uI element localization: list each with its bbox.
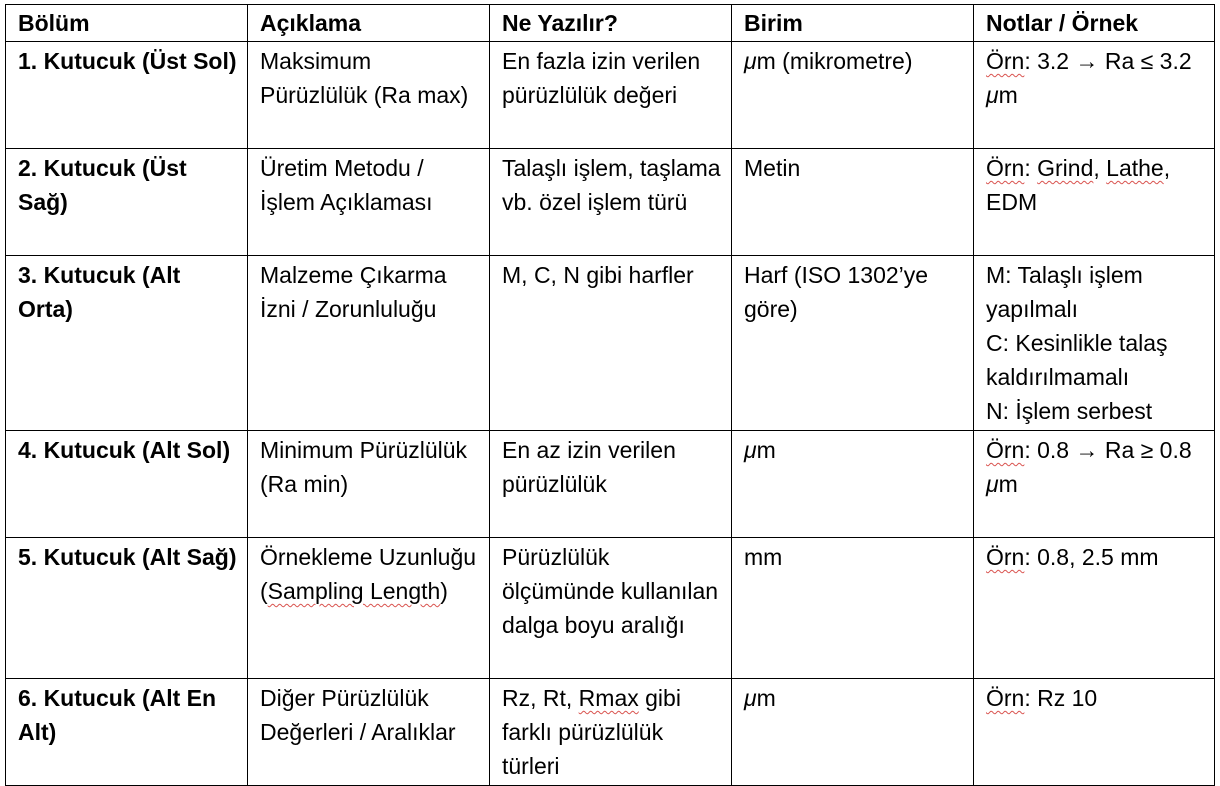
content-cell: M, C, N gibi harfler — [490, 256, 732, 431]
content-cell: Pürüzlülük ölçümünde kullanılan dalga boyu aralığı — [490, 538, 732, 679]
content-cell: Talaşlı işlem, taşlama vb. özel işlem türü — [490, 149, 732, 256]
table-row — [6, 679, 1215, 786]
description-cell: Diğer Pürüzlülük Değerleri / Aralıklar — [248, 679, 490, 786]
table-row — [6, 42, 1215, 149]
unit-cell — [732, 42, 974, 149]
note-line: N: İşlem serbest — [986, 398, 1153, 424]
micro-symbol: μ — [744, 437, 757, 463]
content-text: Rz, Rt, — [502, 685, 579, 711]
header-row — [6, 5, 1215, 42]
header-content: Ne Yazılır? — [490, 5, 732, 42]
notes-cell — [974, 149, 1215, 256]
content-cell: En az izin verilen pürüzlülük — [490, 431, 732, 538]
section-cell: 4. Kutucuk (Alt Sol) — [6, 431, 248, 538]
section-cell: 6. Kutucuk (Alt En Alt) — [6, 679, 248, 786]
section-cell: 1. Kutucuk (Üst Sol) — [6, 42, 248, 149]
notes-cell — [974, 679, 1215, 786]
notes-cell — [974, 538, 1215, 679]
unit-cell: mm — [732, 538, 974, 679]
note-unit-text: m — [998, 471, 1018, 497]
section-cell: 3. Kutucuk (Alt Orta) — [6, 256, 248, 431]
header-notes: Notlar / Örnek — [974, 5, 1215, 42]
micro-symbol: μ — [744, 48, 757, 74]
unit-text: m — [756, 685, 776, 711]
description-cell: Malzeme Çıkarma İzni / Zorunluluğu — [248, 256, 490, 431]
description-cell — [248, 538, 490, 679]
section-cell: 2. Kutucuk (Üst Sağ) — [6, 149, 248, 256]
table-row — [6, 431, 1215, 538]
unit-text: m (mikrometre) — [756, 48, 913, 74]
micro-symbol: μ — [986, 471, 999, 497]
unit-text: m — [756, 437, 776, 463]
description-text: Örnekleme Uzunluğu ( — [260, 544, 477, 604]
example-prefix: Örn — [986, 155, 1025, 181]
unit-cell: Harf (ISO 1302’ye göre) — [732, 256, 974, 431]
note-grind: Grind — [1037, 155, 1094, 181]
note-text: : 3.2 → Ra ≤ 3.2 — [1024, 48, 1192, 74]
content-cell — [490, 679, 732, 786]
table-row — [6, 149, 1215, 256]
roughness-symbol-table — [5, 4, 1215, 786]
header-unit: Birim — [732, 5, 974, 42]
content-cell: En fazla izin verilen pürüzlülük değeri — [490, 42, 732, 149]
content-text: gibi farklı pürüzlülük türleri — [502, 685, 681, 779]
content-term: Rmax — [578, 685, 639, 711]
note-text: : Rz 10 — [1024, 685, 1098, 711]
description-term: Sampling Length — [267, 578, 441, 604]
example-prefix: Örn — [986, 544, 1025, 570]
note-text: : 0.8, 2.5 mm — [1024, 544, 1159, 570]
header-section: Bölüm — [6, 5, 248, 42]
example-prefix: Örn — [986, 685, 1025, 711]
note-text: : — [1024, 155, 1038, 181]
unit-cell — [732, 679, 974, 786]
unit-cell: Metin — [732, 149, 974, 256]
description-cell: Üretim Metodu / İşlem Açıklaması — [248, 149, 490, 256]
section-cell: 5. Kutucuk (Alt Sağ) — [6, 538, 248, 679]
description-text: ) — [440, 578, 448, 604]
example-prefix: Örn — [986, 48, 1025, 74]
notes-cell — [974, 256, 1215, 431]
note-line: M: Talaşlı işlem yapılmalı — [986, 262, 1143, 322]
note-line: C: Kesinlikle talaş kaldırılmamalı — [986, 330, 1168, 390]
header-description: Açıklama — [248, 5, 490, 42]
table-row — [6, 538, 1215, 679]
notes-cell — [974, 42, 1215, 149]
table-row — [6, 256, 1215, 431]
micro-symbol: μ — [744, 685, 757, 711]
example-prefix: Örn — [986, 437, 1025, 463]
note-text: : 0.8 → Ra ≥ 0.8 — [1024, 437, 1192, 463]
note-lathe: Lathe — [1106, 155, 1164, 181]
description-cell: Maksimum Pürüzlülük (Ra max) — [248, 42, 490, 149]
unit-cell — [732, 431, 974, 538]
note-text: , EDM — [986, 155, 1171, 215]
note-unit-text: m — [998, 82, 1018, 108]
notes-cell — [974, 431, 1215, 538]
note-text: , — [1093, 155, 1107, 181]
description-cell: Minimum Pürüzlülük (Ra min) — [248, 431, 490, 538]
micro-symbol: μ — [986, 82, 999, 108]
